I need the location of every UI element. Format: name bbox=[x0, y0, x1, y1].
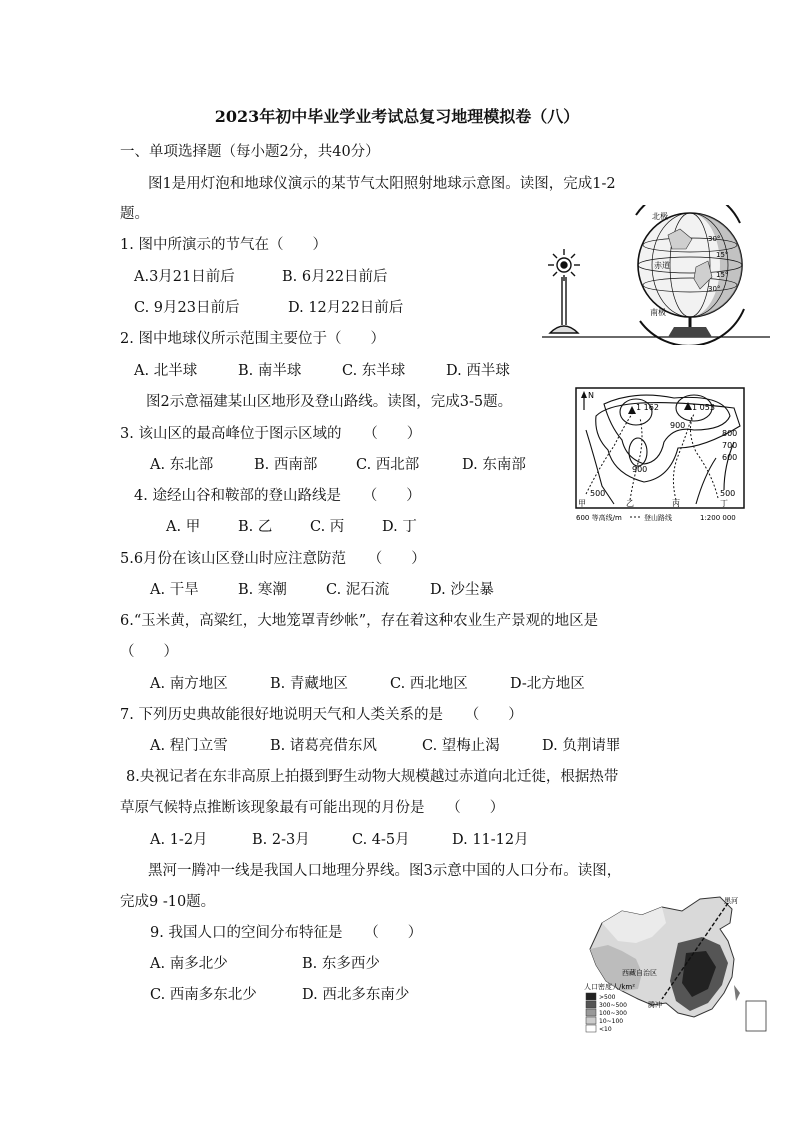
figure-3-population-map bbox=[582, 893, 772, 1043]
latitude-label: 30° bbox=[708, 235, 721, 243]
contour-label: 500 bbox=[590, 489, 606, 498]
question-6-stem-line-2: （ ） bbox=[120, 644, 178, 660]
question-9-option-a: A. 南多北少 bbox=[150, 956, 228, 972]
legend-item: 10~100 bbox=[599, 1018, 624, 1025]
legend-item: 100~300 bbox=[599, 1010, 627, 1017]
question-2-option-d: D. 西半球 bbox=[446, 363, 510, 379]
latitude-label: 15° bbox=[716, 251, 729, 259]
density-legend bbox=[586, 993, 627, 1033]
contour-label: 900 bbox=[670, 421, 686, 430]
contour-label: 800 bbox=[722, 429, 738, 438]
question-5-option-d: D. 沙尘暴 bbox=[430, 582, 494, 598]
question-7-option-c: C. 望梅止渴 bbox=[422, 738, 500, 754]
contour-label: 500 bbox=[720, 489, 736, 498]
page-title: 2023年初中毕业学业考试总复习地理模拟卷（八） bbox=[214, 107, 580, 126]
peak-elevation-label: 1 162 bbox=[636, 403, 659, 412]
route-label: 甲 bbox=[578, 499, 586, 508]
latitude-label: 15° bbox=[716, 271, 729, 279]
question-2-option-c: C. 东半球 bbox=[342, 363, 406, 379]
intro-1-line-1: 图1是用灯泡和地球仪演示的某节气太阳照射地球示意图。读图，完成1-2 bbox=[148, 176, 616, 192]
section-heading: 一、单项选择题（每小题2分，共40分） bbox=[120, 144, 380, 160]
lamp-icon bbox=[548, 249, 580, 333]
question-4-stem: 4. 途经山谷和鞍部的登山路线是 （ ） bbox=[134, 488, 421, 504]
south-pole-label: 南极 bbox=[650, 308, 666, 317]
question-2-stem: 2. 图中地球仪所示范围主要位于（ ） bbox=[120, 331, 385, 347]
question-5-stem: 5.6月份在该山区登山时应注意防范 （ ） bbox=[120, 551, 426, 567]
latitude-label: 30° bbox=[708, 285, 721, 293]
figure-2-contour-map bbox=[574, 386, 750, 526]
question-1-option-b: B. 6月22日前后 bbox=[282, 269, 388, 285]
legend-title: 人口密度人/km² bbox=[584, 983, 636, 991]
intro-3-line-1: 黑河一腾冲一线是我国人口地理分界线。图3示意中国的人口分布。读图， bbox=[148, 863, 622, 879]
question-7-option-d: D. 负荆请罪 bbox=[542, 738, 621, 754]
question-7-option-b: B. 诸葛亮借东风 bbox=[270, 738, 377, 754]
question-9-option-c: C. 西南多东北少 bbox=[150, 987, 257, 1003]
question-6-option-c: C. 西北地区 bbox=[390, 676, 468, 692]
equator-label: 赤道 bbox=[654, 261, 670, 270]
heihe-label: 黑河 bbox=[724, 897, 738, 905]
contour-label: 600 bbox=[722, 453, 738, 462]
tengchong-label: 腾冲 bbox=[648, 1001, 662, 1009]
question-3-option-d: D. 东南部 bbox=[462, 457, 526, 473]
question-1-option-d: D. 12月22日前后 bbox=[288, 300, 404, 316]
figure-1-lamp-globe bbox=[540, 205, 772, 345]
question-8-stem-line-1: 8.央视记者在东非高原上拍摄到野生动物大规模越过赤道向北迁徙，根据热带 bbox=[126, 769, 619, 785]
intro-2: 图2示意福建某山区地形及登山路线。读图，完成3-5题。 bbox=[146, 394, 513, 410]
question-7-stem: 7. 下列历史典故能很好地说明天气和人类关系的是 （ ） bbox=[120, 707, 523, 723]
question-1-option-c: C. 9月23日前后 bbox=[134, 300, 240, 316]
route-label: 丁 bbox=[720, 499, 728, 508]
question-8-option-d: D. 11-12月 bbox=[452, 832, 529, 848]
question-8-option-a: A. 1-2月 bbox=[150, 832, 208, 848]
question-5-option-a: A. 干旱 bbox=[150, 582, 199, 598]
question-5-option-c: C. 泥石流 bbox=[326, 582, 390, 598]
question-9-option-d: D. 西北多东南少 bbox=[302, 987, 410, 1003]
question-4-option-b: B. 乙 bbox=[238, 519, 273, 535]
legend-item: >500 bbox=[599, 994, 616, 1001]
route-label: 丙 bbox=[672, 499, 680, 508]
question-4-option-c: C. 丙 bbox=[310, 519, 345, 535]
contour-label: 900 bbox=[632, 465, 648, 474]
legend-contour: 600 等高线/m bbox=[576, 514, 622, 522]
question-4-option-a: A. 甲 bbox=[166, 519, 201, 535]
question-8-option-b: B. 2-3月 bbox=[252, 832, 310, 848]
question-8-stem-line-2: 草原气候特点推断该现象最有可能出现的月份是 （ ） bbox=[120, 800, 505, 816]
question-4-option-d: D. 丁 bbox=[382, 519, 417, 535]
north-label: N bbox=[588, 391, 594, 400]
intro-1-line-2: 题。 bbox=[120, 206, 149, 222]
question-2-option-b: B. 南半球 bbox=[238, 363, 302, 379]
route-label: 乙 bbox=[626, 499, 634, 508]
question-1-option-a: A.3月21日前后 bbox=[134, 269, 235, 285]
question-9-stem: 9. 我国人口的空间分布特征是 （ ） bbox=[150, 925, 423, 941]
intro-3-line-2: 完成9 -10题。 bbox=[120, 894, 216, 910]
question-6-option-a: A. 南方地区 bbox=[150, 676, 228, 692]
question-7-option-a: A. 程门立雪 bbox=[150, 738, 228, 754]
legend-route: 登山路线 bbox=[644, 514, 672, 522]
legend-item: 300~500 bbox=[599, 1002, 627, 1009]
question-9-option-b: B. 东多西少 bbox=[302, 956, 380, 972]
question-2-option-a: A. 北半球 bbox=[134, 363, 198, 379]
question-3-option-c: C. 西北部 bbox=[356, 457, 420, 473]
map-scale: 1:200 000 bbox=[700, 514, 736, 522]
question-6-stem-line-1: 6.“玉米黄，高粱红，大地笼罩青纱帐”，存在着这种农业生产景观的地区是 bbox=[120, 613, 599, 629]
peak-elevation-label: 1 053 bbox=[692, 403, 715, 412]
question-5-option-b: B. 寒潮 bbox=[238, 582, 287, 598]
question-3-option-a: A. 东北部 bbox=[150, 457, 214, 473]
question-1-stem: 1. 图中所演示的节气在（ ） bbox=[120, 237, 327, 253]
question-6-option-b: B. 青藏地区 bbox=[270, 676, 348, 692]
north-pole-label: 北极 bbox=[652, 212, 668, 221]
contour-label: 700 bbox=[722, 441, 738, 450]
legend-item: <10 bbox=[599, 1026, 612, 1033]
question-6-option-d: D-北方地区 bbox=[510, 676, 585, 692]
question-3-stem: 3. 该山区的最高峰位于图示区域的 （ ） bbox=[120, 426, 422, 442]
question-8-option-c: C. 4-5月 bbox=[352, 832, 410, 848]
question-3-option-b: B. 西南部 bbox=[254, 457, 318, 473]
globe-icon bbox=[636, 205, 744, 345]
xizang-label: 西藏自治区 bbox=[622, 969, 657, 977]
